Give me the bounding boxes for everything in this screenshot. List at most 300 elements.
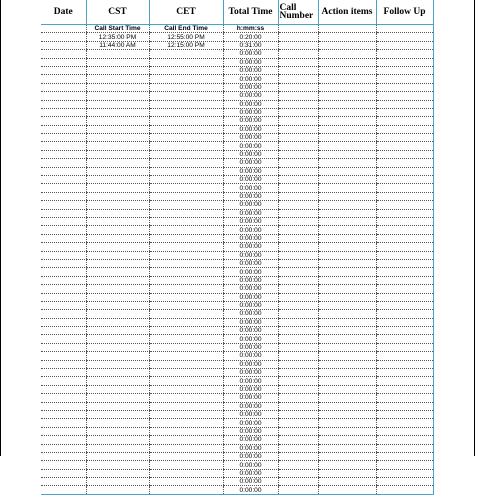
cst-cell[interactable] [86, 410, 149, 418]
cst-cell[interactable] [86, 293, 149, 301]
cst-cell[interactable] [86, 75, 149, 83]
cst-cell[interactable] [86, 486, 149, 494]
total-time-cell[interactable]: 0:00:00 [223, 478, 278, 486]
call-number-cell[interactable] [278, 478, 318, 486]
date-cell[interactable] [41, 436, 86, 444]
cst-cell[interactable] [86, 159, 149, 167]
column-header-follow-up[interactable]: Follow Up [376, 0, 433, 25]
column-header-cst[interactable]: CST [86, 0, 149, 25]
date-cell[interactable] [41, 125, 86, 133]
total-time-cell[interactable]: 0:00:00 [223, 159, 278, 167]
follow-up-cell[interactable] [376, 33, 433, 41]
action-items-cell[interactable] [318, 201, 376, 209]
cet-cell[interactable] [149, 50, 223, 58]
cst-cell[interactable] [86, 92, 149, 100]
total-time-cell[interactable]: 0:00:00 [223, 108, 278, 116]
action-items-cell[interactable] [318, 427, 376, 435]
call-number-cell[interactable] [278, 327, 318, 335]
cst-cell[interactable] [86, 343, 149, 351]
action-items-cell[interactable] [318, 469, 376, 477]
cet-cell[interactable] [149, 117, 223, 125]
cet-cell[interactable] [149, 83, 223, 91]
total-time-cell[interactable]: 0:00:00 [223, 301, 278, 309]
action-items-cell[interactable] [318, 402, 376, 410]
call-number-cell[interactable] [278, 343, 318, 351]
cst-cell[interactable] [86, 394, 149, 402]
date-cell[interactable] [41, 276, 86, 284]
action-items-cell[interactable] [318, 150, 376, 158]
total-time-cell[interactable]: 0:00:00 [223, 452, 278, 460]
follow-up-cell[interactable] [376, 217, 433, 225]
cet-cell[interactable] [149, 226, 223, 234]
cst-cell[interactable] [86, 209, 149, 217]
date-cell[interactable] [41, 167, 86, 175]
subheader-call-end-time[interactable]: Call End Time [149, 25, 223, 33]
follow-up-cell[interactable] [376, 436, 433, 444]
action-items-cell[interactable] [318, 335, 376, 343]
cet-cell[interactable] [149, 276, 223, 284]
cst-cell[interactable] [86, 142, 149, 150]
follow-up-cell[interactable] [376, 410, 433, 418]
call-number-cell[interactable] [278, 100, 318, 108]
cst-cell[interactable] [86, 176, 149, 184]
cet-cell[interactable] [149, 176, 223, 184]
action-items-cell[interactable] [318, 117, 376, 125]
action-items-cell[interactable] [318, 209, 376, 217]
follow-up-cell[interactable] [376, 318, 433, 326]
action-items-cell[interactable] [318, 234, 376, 242]
date-cell[interactable] [41, 226, 86, 234]
cet-cell[interactable] [149, 469, 223, 477]
subheader-cell[interactable] [376, 25, 433, 33]
action-items-cell[interactable] [318, 92, 376, 100]
call-number-cell[interactable] [278, 360, 318, 368]
subheader-call-start-time[interactable]: Call Start Time [86, 25, 149, 33]
call-number-cell[interactable] [278, 209, 318, 217]
cet-cell[interactable] [149, 335, 223, 343]
follow-up-cell[interactable] [376, 92, 433, 100]
call-number-cell[interactable] [278, 268, 318, 276]
date-cell[interactable] [41, 310, 86, 318]
cet-cell[interactable] [149, 259, 223, 267]
call-number-cell[interactable] [278, 419, 318, 427]
total-time-cell[interactable]: 0:00:00 [223, 469, 278, 477]
total-time-cell[interactable]: 0:00:00 [223, 276, 278, 284]
action-items-cell[interactable] [318, 217, 376, 225]
cet-cell[interactable] [149, 268, 223, 276]
total-time-cell[interactable]: 0:00:00 [223, 167, 278, 175]
date-cell[interactable] [41, 83, 86, 91]
action-items-cell[interactable] [318, 461, 376, 469]
follow-up-cell[interactable] [376, 293, 433, 301]
column-header-date[interactable]: Date [41, 0, 86, 25]
call-number-cell[interactable] [278, 310, 318, 318]
follow-up-cell[interactable] [376, 142, 433, 150]
total-time-cell[interactable]: 0:00:00 [223, 385, 278, 393]
follow-up-cell[interactable] [376, 125, 433, 133]
cst-cell[interactable] [86, 100, 149, 108]
column-header-total-time[interactable]: Total Time [223, 0, 278, 25]
total-time-cell[interactable]: 0:00:00 [223, 234, 278, 242]
date-cell[interactable] [41, 410, 86, 418]
cet-cell[interactable] [149, 327, 223, 335]
cst-cell[interactable] [86, 377, 149, 385]
call-number-cell[interactable] [278, 184, 318, 192]
action-items-cell[interactable] [318, 343, 376, 351]
call-number-cell[interactable] [278, 469, 318, 477]
follow-up-cell[interactable] [376, 259, 433, 267]
follow-up-cell[interactable] [376, 150, 433, 158]
follow-up-cell[interactable] [376, 108, 433, 116]
call-number-cell[interactable] [278, 50, 318, 58]
action-items-cell[interactable] [318, 327, 376, 335]
date-cell[interactable] [41, 360, 86, 368]
action-items-cell[interactable] [318, 192, 376, 200]
cst-cell[interactable] [86, 436, 149, 444]
call-number-cell[interactable] [278, 243, 318, 251]
cet-cell[interactable] [149, 285, 223, 293]
call-number-cell[interactable] [278, 58, 318, 66]
cet-cell[interactable] [149, 184, 223, 192]
cst-cell[interactable] [86, 50, 149, 58]
column-header-cet[interactable]: CET [149, 0, 223, 25]
cet-cell[interactable] [149, 108, 223, 116]
cst-cell[interactable] [86, 226, 149, 234]
total-time-cell[interactable]: 0:00:00 [223, 360, 278, 368]
follow-up-cell[interactable] [376, 327, 433, 335]
cst-cell[interactable] [86, 167, 149, 175]
call-number-cell[interactable] [278, 75, 318, 83]
total-time-cell[interactable]: 0:00:00 [223, 352, 278, 360]
call-number-cell[interactable] [278, 83, 318, 91]
action-items-cell[interactable] [318, 100, 376, 108]
call-number-cell[interactable] [278, 293, 318, 301]
date-cell[interactable] [41, 41, 86, 49]
call-number-cell[interactable] [278, 41, 318, 49]
cet-cell[interactable] [149, 452, 223, 460]
date-cell[interactable] [41, 150, 86, 158]
cet-cell[interactable] [149, 159, 223, 167]
cst-cell[interactable] [86, 125, 149, 133]
follow-up-cell[interactable] [376, 50, 433, 58]
total-time-cell[interactable]: 0:00:00 [223, 100, 278, 108]
date-cell[interactable] [41, 285, 86, 293]
cst-cell[interactable] [86, 327, 149, 335]
action-items-cell[interactable] [318, 268, 376, 276]
call-number-cell[interactable] [278, 394, 318, 402]
date-cell[interactable] [41, 427, 86, 435]
call-number-cell[interactable] [278, 66, 318, 74]
call-number-cell[interactable] [278, 369, 318, 377]
cet-cell[interactable] [149, 167, 223, 175]
cet-cell[interactable] [149, 301, 223, 309]
follow-up-cell[interactable] [376, 251, 433, 259]
date-cell[interactable] [41, 335, 86, 343]
call-number-cell[interactable] [278, 427, 318, 435]
follow-up-cell[interactable] [376, 201, 433, 209]
total-time-cell[interactable]: 0:00:00 [223, 410, 278, 418]
total-time-cell[interactable]: 0:00:00 [223, 444, 278, 452]
cet-cell[interactable] [149, 310, 223, 318]
call-number-cell[interactable] [278, 402, 318, 410]
date-cell[interactable] [41, 209, 86, 217]
total-time-cell[interactable]: 0:00:00 [223, 335, 278, 343]
action-items-cell[interactable] [318, 243, 376, 251]
cst-cell[interactable]: 12:35:00 PM [86, 33, 149, 41]
cst-cell[interactable] [86, 192, 149, 200]
follow-up-cell[interactable] [376, 394, 433, 402]
date-cell[interactable] [41, 268, 86, 276]
action-items-cell[interactable] [318, 58, 376, 66]
call-number-cell[interactable] [278, 461, 318, 469]
total-time-cell[interactable]: 0:00:00 [223, 243, 278, 251]
total-time-cell[interactable]: 0:00:00 [223, 285, 278, 293]
call-number-cell[interactable] [278, 33, 318, 41]
cet-cell[interactable] [149, 318, 223, 326]
cet-cell[interactable]: 12:55:00 PM [149, 33, 223, 41]
date-cell[interactable] [41, 234, 86, 242]
total-time-cell[interactable]: 0:00:00 [223, 201, 278, 209]
total-time-cell[interactable]: 0:00:00 [223, 419, 278, 427]
follow-up-cell[interactable] [376, 461, 433, 469]
total-time-cell[interactable]: 0:00:00 [223, 259, 278, 267]
cst-cell[interactable] [86, 402, 149, 410]
call-number-cell[interactable] [278, 444, 318, 452]
action-items-cell[interactable] [318, 318, 376, 326]
follow-up-cell[interactable] [376, 444, 433, 452]
total-time-cell[interactable]: 0:00:00 [223, 436, 278, 444]
cst-cell[interactable] [86, 134, 149, 142]
call-number-cell[interactable] [278, 285, 318, 293]
action-items-cell[interactable] [318, 226, 376, 234]
cst-cell[interactable]: 11:44:00 AM [86, 41, 149, 49]
cst-cell[interactable] [86, 444, 149, 452]
action-items-cell[interactable] [318, 41, 376, 49]
total-time-cell[interactable]: 0:31:00 [223, 41, 278, 49]
cet-cell[interactable] [149, 377, 223, 385]
cst-cell[interactable] [86, 419, 149, 427]
total-time-cell[interactable]: 0:00:00 [223, 369, 278, 377]
action-items-cell[interactable] [318, 259, 376, 267]
cet-cell[interactable] [149, 436, 223, 444]
action-items-cell[interactable] [318, 50, 376, 58]
cet-cell[interactable] [149, 75, 223, 83]
date-cell[interactable] [41, 66, 86, 74]
total-time-cell[interactable]: 0:00:00 [223, 461, 278, 469]
date-cell[interactable] [41, 50, 86, 58]
total-time-cell[interactable]: 0:00:00 [223, 327, 278, 335]
action-items-cell[interactable] [318, 184, 376, 192]
cet-cell[interactable] [149, 478, 223, 486]
date-cell[interactable] [41, 108, 86, 116]
cet-cell[interactable] [149, 243, 223, 251]
action-items-cell[interactable] [318, 436, 376, 444]
cst-cell[interactable] [86, 66, 149, 74]
call-number-cell[interactable] [278, 318, 318, 326]
action-items-cell[interactable] [318, 444, 376, 452]
cet-cell[interactable] [149, 134, 223, 142]
action-items-cell[interactable] [318, 352, 376, 360]
date-cell[interactable] [41, 452, 86, 460]
cst-cell[interactable] [86, 285, 149, 293]
total-time-cell[interactable]: 0:00:00 [223, 377, 278, 385]
action-items-cell[interactable] [318, 125, 376, 133]
date-cell[interactable] [41, 243, 86, 251]
total-time-cell[interactable]: 0:00:00 [223, 125, 278, 133]
follow-up-cell[interactable] [376, 276, 433, 284]
cst-cell[interactable] [86, 461, 149, 469]
follow-up-cell[interactable] [376, 268, 433, 276]
follow-up-cell[interactable] [376, 176, 433, 184]
total-time-cell[interactable]: 0:00:00 [223, 318, 278, 326]
action-items-cell[interactable] [318, 310, 376, 318]
cet-cell[interactable] [149, 343, 223, 351]
call-number-cell[interactable] [278, 377, 318, 385]
total-time-cell[interactable]: 0:00:00 [223, 176, 278, 184]
follow-up-cell[interactable] [376, 134, 433, 142]
follow-up-cell[interactable] [376, 243, 433, 251]
date-cell[interactable] [41, 318, 86, 326]
call-number-cell[interactable] [278, 159, 318, 167]
follow-up-cell[interactable] [376, 41, 433, 49]
follow-up-cell[interactable] [376, 66, 433, 74]
cet-cell[interactable] [149, 100, 223, 108]
action-items-cell[interactable] [318, 486, 376, 494]
action-items-cell[interactable] [318, 369, 376, 377]
call-number-cell[interactable] [278, 234, 318, 242]
follow-up-cell[interactable] [376, 369, 433, 377]
date-cell[interactable] [41, 301, 86, 309]
total-time-cell[interactable]: 0:00:00 [223, 268, 278, 276]
subheader-cell[interactable] [318, 25, 376, 33]
total-time-cell[interactable]: 0:00:00 [223, 192, 278, 200]
date-cell[interactable] [41, 134, 86, 142]
call-number-cell[interactable] [278, 92, 318, 100]
follow-up-cell[interactable] [376, 419, 433, 427]
cst-cell[interactable] [86, 259, 149, 267]
action-items-cell[interactable] [318, 176, 376, 184]
follow-up-cell[interactable] [376, 343, 433, 351]
date-cell[interactable] [41, 419, 86, 427]
cst-cell[interactable] [86, 276, 149, 284]
total-time-cell[interactable]: 0:00:00 [223, 150, 278, 158]
date-cell[interactable] [41, 176, 86, 184]
call-number-cell[interactable] [278, 385, 318, 393]
cst-cell[interactable] [86, 352, 149, 360]
total-time-cell[interactable]: 0:00:00 [223, 66, 278, 74]
total-time-cell[interactable]: 0:00:00 [223, 293, 278, 301]
follow-up-cell[interactable] [376, 159, 433, 167]
cst-cell[interactable] [86, 360, 149, 368]
follow-up-cell[interactable] [376, 377, 433, 385]
total-time-cell[interactable]: 0:00:00 [223, 343, 278, 351]
cet-cell[interactable] [149, 142, 223, 150]
call-number-cell[interactable] [278, 301, 318, 309]
action-items-cell[interactable] [318, 251, 376, 259]
total-time-cell[interactable]: 0:00:00 [223, 427, 278, 435]
cet-cell[interactable] [149, 427, 223, 435]
call-number-cell[interactable] [278, 352, 318, 360]
action-items-cell[interactable] [318, 276, 376, 284]
call-number-cell[interactable] [278, 452, 318, 460]
cet-cell[interactable] [149, 234, 223, 242]
follow-up-cell[interactable] [376, 452, 433, 460]
action-items-cell[interactable] [318, 66, 376, 74]
call-number-cell[interactable] [278, 150, 318, 158]
subheader-time-format[interactable]: h:mm:ss [223, 25, 278, 33]
cst-cell[interactable] [86, 452, 149, 460]
action-items-cell[interactable] [318, 478, 376, 486]
cet-cell[interactable] [149, 394, 223, 402]
action-items-cell[interactable] [318, 419, 376, 427]
follow-up-cell[interactable] [376, 402, 433, 410]
cst-cell[interactable] [86, 58, 149, 66]
follow-up-cell[interactable] [376, 209, 433, 217]
cet-cell[interactable] [149, 209, 223, 217]
total-time-cell[interactable]: 0:00:00 [223, 310, 278, 318]
date-cell[interactable] [41, 159, 86, 167]
date-cell[interactable] [41, 217, 86, 225]
follow-up-cell[interactable] [376, 184, 433, 192]
action-items-cell[interactable] [318, 360, 376, 368]
action-items-cell[interactable] [318, 377, 376, 385]
total-time-cell[interactable]: 0:00:00 [223, 251, 278, 259]
call-number-cell[interactable] [278, 125, 318, 133]
total-time-cell[interactable]: 0:00:00 [223, 117, 278, 125]
total-time-cell[interactable]: 0:00:00 [223, 83, 278, 91]
action-items-cell[interactable] [318, 159, 376, 167]
subheader-cell[interactable] [278, 25, 318, 33]
date-cell[interactable] [41, 117, 86, 125]
cet-cell[interactable] [149, 293, 223, 301]
cst-cell[interactable] [86, 335, 149, 343]
cet-cell[interactable] [149, 251, 223, 259]
call-number-cell[interactable] [278, 486, 318, 494]
date-cell[interactable] [41, 184, 86, 192]
cst-cell[interactable] [86, 243, 149, 251]
cet-cell[interactable] [149, 66, 223, 74]
cet-cell[interactable] [149, 192, 223, 200]
call-number-cell[interactable] [278, 117, 318, 125]
date-cell[interactable] [41, 377, 86, 385]
follow-up-cell[interactable] [376, 385, 433, 393]
total-time-cell[interactable]: 0:00:00 [223, 58, 278, 66]
date-cell[interactable] [41, 327, 86, 335]
follow-up-cell[interactable] [376, 427, 433, 435]
date-cell[interactable] [41, 343, 86, 351]
date-cell[interactable] [41, 293, 86, 301]
cet-cell[interactable] [149, 352, 223, 360]
date-cell[interactable] [41, 58, 86, 66]
action-items-cell[interactable] [318, 301, 376, 309]
date-cell[interactable] [41, 192, 86, 200]
date-cell[interactable] [41, 402, 86, 410]
cet-cell[interactable]: 12:15:00 PM [149, 41, 223, 49]
total-time-cell[interactable]: 0:00:00 [223, 92, 278, 100]
follow-up-cell[interactable] [376, 478, 433, 486]
date-cell[interactable] [41, 478, 86, 486]
total-time-cell[interactable]: 0:00:00 [223, 486, 278, 494]
date-cell[interactable] [41, 259, 86, 267]
call-number-cell[interactable] [278, 335, 318, 343]
action-items-cell[interactable] [318, 394, 376, 402]
cst-cell[interactable] [86, 268, 149, 276]
call-number-cell[interactable] [278, 192, 318, 200]
cet-cell[interactable] [149, 150, 223, 158]
date-cell[interactable] [41, 352, 86, 360]
call-number-cell[interactable] [278, 217, 318, 225]
cst-cell[interactable] [86, 108, 149, 116]
